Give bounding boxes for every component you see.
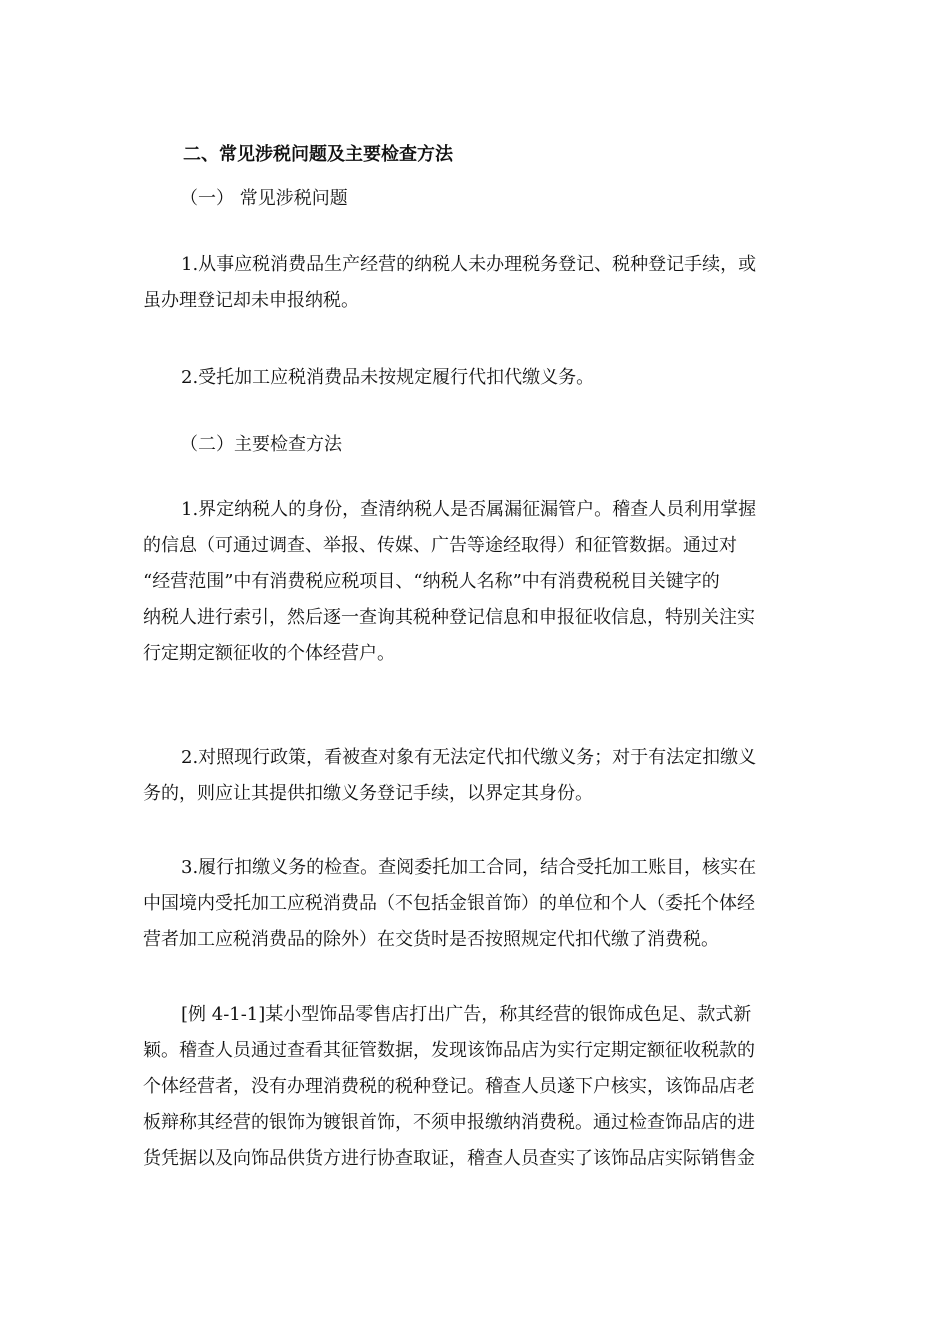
section-heading: 二、常见涉税问题及主要检查方法 (183, 144, 453, 165)
paragraph-line: 虽办理登记却未申报纳税。 (143, 290, 359, 311)
paragraph-line: “经营范围”中有消费税应税项目、“纳税人名称”中有消费税税目关键字的 (143, 571, 720, 592)
paragraph-line: 货凭据以及向饰品供货方进行协查取证，稽查人员查实了该饰品店实际销售金 (143, 1148, 755, 1169)
paragraph-line: 颖。稽查人员通过查看其征管数据，发现该饰品店为实行定期定额征收税款的 (143, 1040, 755, 1061)
paragraph-line: 2.对照现行政策，看被查对象有无法定代扣代缴义务；对于有法定扣缴义 (181, 747, 757, 768)
paragraph-line: 的信息（可通过调查、举报、传媒、广告等途经取得）和征管数据。通过对 (143, 535, 737, 556)
paragraph-3 (143, 492, 803, 672)
paragraph-line: 中国境内受托加工应税消费品（不包括金银首饰）的单位和个人（委托个体经 (143, 893, 755, 914)
paragraph-line: 个体经营者，没有办理消费税的税种登记。稽查人员遂下户核实，该饰品店老 (143, 1076, 755, 1097)
subsection-title-inspection-methods: （二）主要检查方法 (180, 434, 342, 455)
paragraph-line: 务的，则应让其提供扣缴义务登记手续，以界定其身份。 (143, 783, 593, 804)
subsection-title-common-issues: （一） 常见涉税问题 (180, 188, 348, 209)
paragraph-line: 1.从事应税消费品生产经营的纳税人未办理税务登记、税种登记手续，或 (181, 254, 757, 275)
paragraph-line: [例 4-1-1]某小型饰品零售店打出广告，称其经营的银饰成色足、款式新 (181, 1004, 752, 1025)
paragraph-1 (143, 247, 803, 319)
paragraph-line: 纳税人进行索引，然后逐一查询其税种登记信息和申报征收信息，特别关注实 (143, 607, 755, 628)
paragraph-2 (143, 360, 803, 396)
paragraph-example (143, 997, 803, 1177)
paragraph-line: 3.履行扣缴义务的检查。查阅委托加工合同，结合受托加工账目，核实在 (181, 857, 757, 878)
paragraph-line: 1.界定纳税人的身份，查清纳税人是否属漏征漏管户。稽查人员利用掌握 (181, 499, 757, 520)
paragraph-4 (143, 740, 803, 812)
paragraph-5 (143, 850, 803, 958)
paragraph-line: 营者加工应税消费品的除外）在交货时是否按照规定代扣代缴了消费税。 (143, 929, 719, 950)
paragraph-line: 行定期定额征收的个体经营户。 (143, 643, 395, 664)
paragraph-line: 2.受托加工应税消费品未按规定履行代扣代缴义务。 (181, 367, 595, 388)
paragraph-line: 板辩称其经营的银饰为镀银首饰，不须申报缴纳消费税。通过检查饰品店的进 (143, 1112, 755, 1133)
